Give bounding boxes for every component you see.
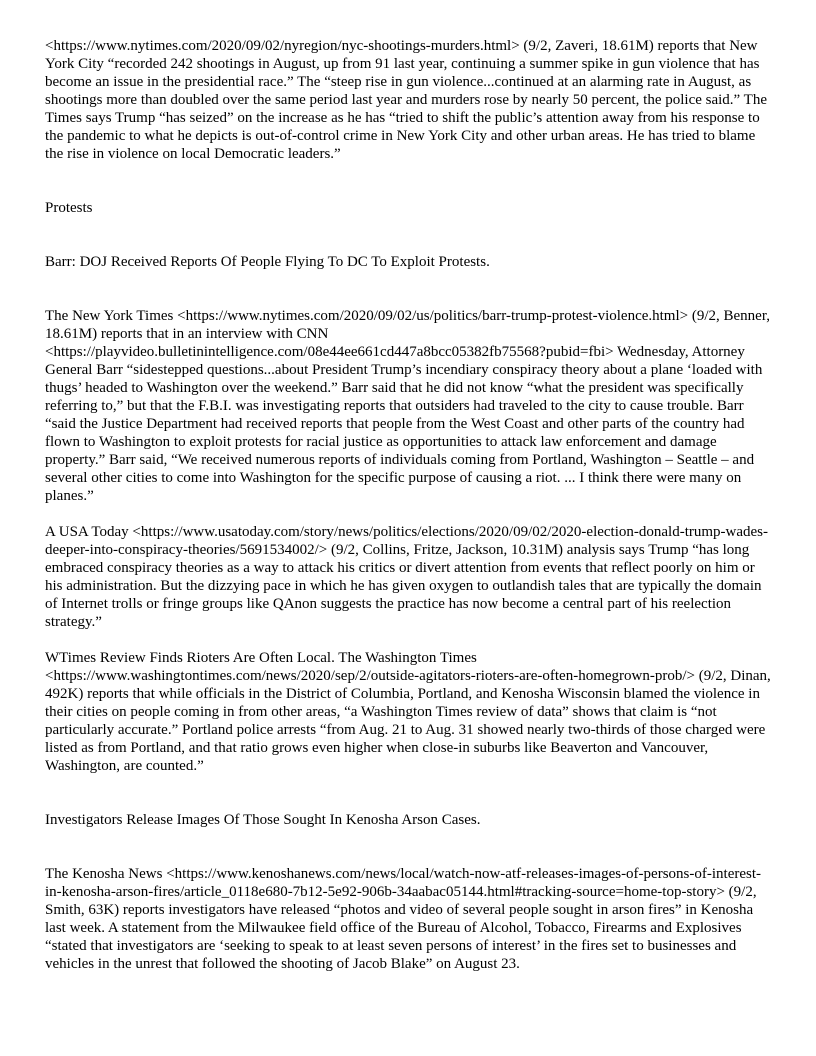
paragraph-nyc-shootings: <https://www.nytimes.com/2020/09/02/nyregion/nyc-shootings-murders.html> (9/2, Zaveri, 18.61M) reports that New York City “recorded 242 shootings in August, up from 91 last year, continuing a summer spike in gun violence that has become an issue in the presidential race.” The “steep rise in gun violence...continued at an alarming rate in August, as shootings more than doubled over the same period last year and murders rose by nearly 50 percent, the police said.” The Times says Trump “has seized” on the increase as he has “tried to shift the public’s attention away from his response to the pandemic to what he depicts is out-of-control crime in New York City and other urban areas. He has tried to blame the rise in violence on local Democratic leaders.”	[45, 38, 767, 162]
paragraph-washington-times: WTimes Review Finds Rioters Are Often Local. The Washington Times <https://www.washingtontimes.com/news/2020/sep/2/outside-agitators-rioters-are-often-homegrown-prob/> (9/2, Dinan, 492K) reports that while officials in the District of Columbia, Portland, and Kenosha Wisconsin blamed the violence in their cities on people coming in from other areas, “a Washington Times review of data” shows that claim is “not particularly accurate.” Portland police arrests “from Aug. 21 to Aug. 31 showed nearly two-thirds of those charged were listed as from Portland, and that ratio grows even higher when close-in suburbs like Beaverton and Vancouver, Washington, are counted.”	[45, 650, 771, 774]
section-heading-protests: Protests	[45, 200, 93, 216]
spacer	[45, 829, 773, 865]
spacer	[45, 217, 773, 253]
spacer	[45, 163, 773, 199]
headline-kenosha-arson: Investigators Release Images Of Those Sought In Kenosha Arson Cases.	[45, 812, 481, 828]
spacer	[45, 775, 773, 811]
spacer	[45, 271, 773, 307]
spacer	[45, 505, 773, 523]
document-page	[45, 37, 773, 973]
paragraph-nyt-barr: The New York Times <https://www.nytimes.com/2020/09/02/us/politics/barr-trump-protest-violence.html> (9/2, Benner, 18.61M) reports that in an interview with CNN <https://playvideo.bulletinintelligence.com/08e44ee661cd447a8bcc05382fb75568?pubid=fbi> Wednesday, Attorney General Barr “sidestepped questions...about President Trump’s incendiary conspiracy theory about a plane ‘loaded with thugs’ headed to Washington over the weekend.” Barr said that he did not know “what the president was specifically referring to,” but that the F.B.I. was investigating reports that outsiders had traveled to the city to cause trouble. Barr “said the Justice Department had received reports that people from the West Coast and other parts of the country had flown to Washington to exploit protests for racial justice as opportunities to attack law enforcement and damage property.” Barr said, “We received numerous reports of individuals coming from Portland, Washington – Seattle – and several other cities to come into Washington for the specific purpose of causing a riot. ... I think there were many on planes.”	[45, 308, 770, 504]
paragraph-usa-today: A USA Today <https://www.usatoday.com/story/news/politics/elections/2020/09/02/2020-election-donald-trump-wades-deeper-into-conspiracy-theories/5691534002/> (9/2, Collins, Fritze, Jackson, 10.31M) analysis says Trump “has long embraced conspiracy theories as a way to attack his critics or divert attention from events that reflect poorly on him or his administration. But the dizzying pace in which he has given oxygen to outlandish tales that are typically the domain of Internet trolls or fringe groups like QAnon suggests the practice has now become a central part of his reelection strategy.”	[45, 524, 769, 630]
spacer	[45, 631, 773, 649]
paragraph-kenosha-news: The Kenosha News <https://www.kenoshanews.com/news/local/watch-now-atf-releases-images-of-persons-of-interest-in-kenosha-arson-fires/article_0118e680-7b12-5e92-906b-34aabac05144.html#tracking-source=home-top-story> (9/2, Smith, 63K) reports investigators have released “photos and video of several people sought in arson fires” in Kenosha last week. A statement from the Milwaukee field office of the Bureau of Alcohol, Tobacco, Firearms and Explosives “stated that investigators are ‘seeking to speak to at least seven persons of interest’ in the fires set to businesses and vehicles in the unrest that followed the shooting of Jacob Blake” on August 23.	[45, 866, 762, 972]
headline-barr-doj: Barr: DOJ Received Reports Of People Flying To DC To Exploit Protests.	[45, 254, 490, 270]
